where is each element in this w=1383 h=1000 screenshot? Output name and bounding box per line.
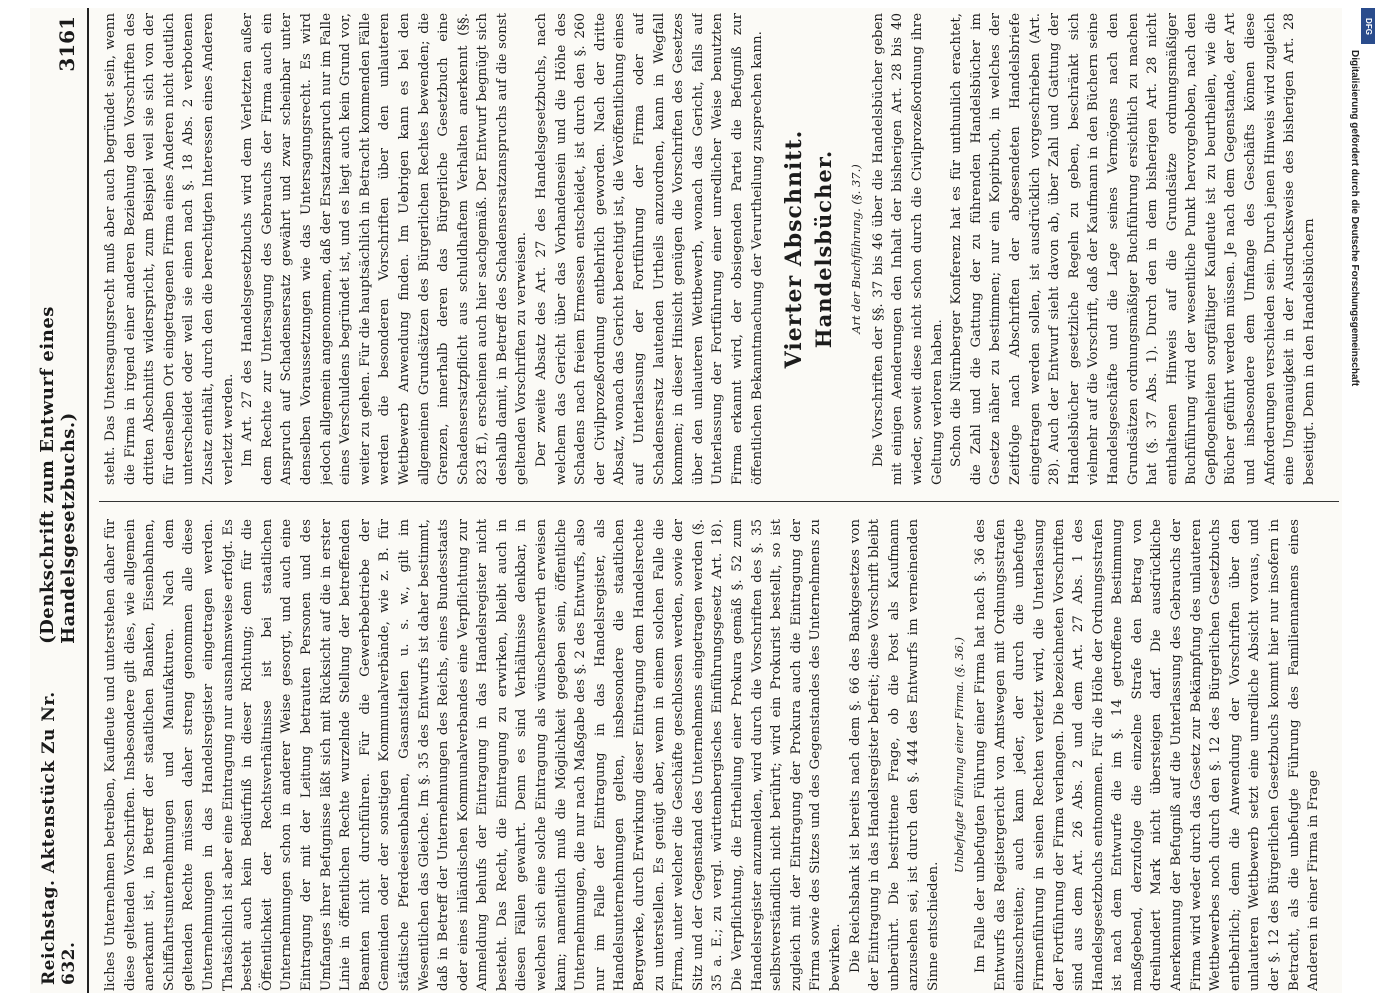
digitization-credit: Digitalisierung gefördert durch die Deutsche Forschungsgemeinschaft (1349, 50, 1360, 387)
paragraph: steht. Das Untersagungsrecht muß aber auch begründet sein, wenn die Firma in irgend einer anderen Beziehung den Vorschriften des dritten Abschnitts widerspricht, zum Beispiel weil sie sich von der für denselben Ort eingetragenen Firma eines Anderen nicht deutlich unterscheidet oder weil sie einen nach §. 18 Abs. 2 verbotenen Zusatz enthält, durch den die berechtigten Interessen eines Anderen verletzt werden. (103, 13, 236, 485)
left-column (101, 519, 1337, 991)
subheading: Unbefugte Führung einer Firma. (§. 36.) (951, 637, 966, 873)
paragraph: Schon die Nürnberger Konferenz hat es für unthunlich erachtet, die Zahl und die Gattung der zu führenden Handelsbücher im Gesetze näher zu bestimmen; nur ein Kopirbuch, in welches der Zeitfolge nach Abschriften der abgesendeten Handelsbriefe eingetragen werden sollen, ist ausdrücklich vorgeschrieben (Art. 28). Auch der Entwurf sieht davon ab, über Zahl und Gattung der Handelsbücher gesetzliche Regeln zu geben, beschränkt sich vielmehr auf die Vorschrift, daß der Kaufmann in den Büchern seine Handelsgeschäfte und die Lage seines Vermögens nach den Grundsätzen ordnungsmäßiger Buchführung ersichtlich zu machen hat (§. 37 Abs. 1). Durch den in dem bisherigen Art. 28 nicht enthaltenen Hinweis auf die Grundsätze ordnungsmäßiger Buchführung wird der wesentliche Punkt hervorgehoben, nach den Gepflogenheiten sorgfältiger Kaufleute ist zu beurtheilen, wie die Bücher geführt werden müssen. Je nach dem Gegenstande, der Art und insbesondere dem Umfange des Geschäfts können diese Anforderungen verschieden sein. Durch jenen Hinweis wird zugleich eine Ungenauigkeit in der Ausdrucksweise des bisherigen Art. 28 beseitigt. Denn in den Handelsbüchern (949, 13, 1317, 485)
running-head-left (39, 644, 79, 985)
paragraph: Die Reichsbank ist bereits nach dem §. 66 des Bankgesetzes von der Eintragung in das Handelsregister befreit; diese Vorschrift bleibt unberührt. Die bestrittene Frage, ob die Post als Kaufmann anzusehen sei, ist durch den §. 444 des Entwurfs im verneinenden Sinne entschieden. (847, 519, 941, 991)
paragraph: Im Falle der unbefugten Führung einer Firma hat nach §. 36 des Entwurfs das Registergericht von Amtswegen mit Ordnungsstrafen einzuschreiten; auch kann jeder, der durch die unbefugte Firmenführung in seinen Rechten verletzt wird, die Unterlassung der Fortführung der Firma verlangen. Die bezeichneten Vorschriften sind aus dem Art. 26 Abs. 2 und dem Art. 27 Abs. 1 des Handelsgesetzbuchs entnommen. Für die Höhe der Ordnungsstrafen ist nach dem Entwurfe die im §. 14 getroffene Bestimmung maßgebend, derzufolge die einzelne Strafe den Betrag von dreihundert Mark nicht übersteigen darf. Die ausdrückliche Anerkennung der Befugniß auf die Unterlassung des Gebrauchs der Firma wird weder durch das Gesetz zur Bekämpfung des unlauteren Wettbewerbes noch durch den §. 12 des Bürgerlichen Gesetzbuchs entbehrlich; denn die Anwendung der Vorschriften über den unlauteren Wettbewerb setzt eine unredliche Absicht voraus, und der §. 12 des Bürgerlichen Gesetzbuchs kommt hier nur insofern in Betracht, als die unbefugte Führung des Familiennamens eines Anderen in einer Firma in Frage (973, 519, 1322, 991)
subheading: Art der Buchführung. (§. 37.) (849, 164, 864, 334)
rotated-page-content (33, 8, 1345, 993)
running-head-title: Reichstag. Aktenstück Zu Nr. (39, 691, 59, 985)
running-head (33, 8, 89, 993)
document-number: 632. (59, 941, 79, 985)
section-title: Vierter Abschnitt. (781, 129, 808, 369)
section-subtitle: Handelsbücher. (811, 149, 837, 349)
paragraph: Im Art. 27 des Handelsgesetzbuchs wird dem Verletzten außer dem Rechte zur Untersagung des Gebrauchs der Firma auch ein Anspruch auf Schadensersatz gewährt und zwar scheinbar unter denselben Voraussetzungen wie das Untersagungsrecht. Es wird jedoch allgemein angenommen, daß der Ersatzanspruch nur im Falle eines Verschuldens begründet ist, und es liegt auch kein Grund vor, weiter zu gehen. Für die hauptsächlich in Betracht kommenden Fälle werden die besonderen Vorschriften über den unlauteren Wettbewerb Anwendung finden. Im Uebrigen kann es bei den allgemeinen Grundsätzen des Bürgerlichen Rechtes bewenden; die Grenzen, innerhalb deren das Bürgerliche Gesetzbuch eine Schadensersatzpflicht aus schuldhaftem Verhalten anerkennt (§§. 823 ff.), erscheinen auch hier sachgemäß. Der Entwurf begnügt sich deshalb damit, in Betreff des Schadensersatzanspruchs auf die sonst geltenden Vorschriften zu verweisen. (240, 13, 530, 485)
dfg-logo (1361, 8, 1375, 44)
dfg-logo-text: DFG (1363, 17, 1373, 35)
paragraph: Die Vorschriften der §§. 37 bis 46 über die Handelsbücher geben mit einigen Aenderungen den Inhalt der bisherigen Art. 28 bis 40 wieder, soweit diese nicht schon durch die Civilprozeßordnung ihre Geltung verloren haben. (870, 13, 945, 485)
page-number: 3161 (55, 16, 79, 72)
paragraph: liches Unternehmen betreiben, Kaufleute und unterstehen daher für diese geltenden Vorschriften. Insbesondere gilt dies, wie allgemein anerkannt ist, in Betreff der staatlichen Banken, Eisenbahnen, Schiffahrtsunternehmungen und Manufakturen. Nach dem geltenden Rechte müssen daher streng genommen alle diese Unternehmungen in das Handelsregister eingetragen werden. Thatsächlich ist aber eine Eintragung nur ausnahmsweise erfolgt. Es besteht auch kein Bedürfniß in dieser Richtung; denn für die Öffentlichkeit der Rechtsverhältnisse ist bei staatlichen Unternehmungen schon in anderer Weise gesorgt, und auch eine Eintragung der mit der Leitung betrauten Personen und des Umfanges ihrer Befugnisse läßt sich mit Rücksicht auf die in erster Linie in öffentlichen Rechte wurzelnde Stellung der betreffenden Beamten nicht durchführen. Für die Gewerbebetriebe der Gemeinden oder der sonstigen Kommunalverbände, wie z. B. für städtische Pferdeeisenbahnen, Gasanstalten u. s. w., gilt im Wesentlichen das Gleiche. Im §. 35 des Entwurfs ist daher bestimmt, daß in Betreff der Unternehmungen des Reichs, eines Bundesstaats oder eines inländischen Kommunalverbandes eine Verpflichtung zur Anmeldung behufs der Eintragung in das Handelsregister nicht besteht. Das Recht, die Eintragung zu erwirken, bleibt auch in diesen Fällen gewahrt. Denn es sind Verhältnisse denkbar, in welchen sich eine solche Eintragung als wünschenswerth erweisen kann; namentlich muß die Möglichkeit gegeben sein, öffentliche Unternehmungen, die nur nach Maßgabe des §. 2 des Entwurfs, also nur im Falle der Eintragung in das Handelsregister, als Handelsunternehmungen gelten, insbesondere die staatlichen Bergwerke, durch Erwirkung dieser Eintragung dem Handelsrechte zu unterstellen. Es genügt aber, wenn in einem solchen Falle die Firma, unter welcher die Geschäfte geschlossen werden, sowie der Sitz und der Gegenstand des Unternehmens eingetragen werden (§. 35 a. E.; zu vergl. württembergisches Einführungsgesetz Art. 18). Die Verpflichtung, die Ertheilung einer Prokura gemäß §. 52 zum Handelsregister anzumelden, wird durch die Vorschriften des §. 35 selbstverständlich nicht berührt; wird ein Prokurist bestellt, so ist zugleich mit der Eintragung der Prokura auch die Eintragung der Firma sowie des Sitzes und des Gegenstandes des Unternehmens zu bewirken. (103, 519, 843, 991)
paragraph: Der zweite Absatz des Art. 27 des Handelsgesetzbuchs, nach welchem das Gericht über das Vorhandensein und die Höhe des Schadens nach freiem Ermessen entscheidet, ist durch den §. 260 der Civilprozeßordnung entbehrlich geworden. Nach der dritte Absatz, wonach das Gericht berechtigt ist, die Veröffentlichung eines auf Unterlassung der Fortführung der Firma oder auf Schadensersatz lautenden Urtheils anzuordnen, kann in Wegfall kommen; in dieser Hinsicht genügen die Vorschriften des Gesetzes über den unlauteren Wettbewerb, wonach das Gericht, falls auf Unterlassung der Fortführung einer unredlicher Weise benutzten Firma erkannt wird, der obsiegenden Partei die Befugniß zur öffentlichen Bekanntmachung der Verurtheilung zusprechen kann. (534, 13, 765, 485)
running-head-center: (Denkschrift zum Entwurf eines Handelsgesetzbuchs.) (37, 306, 79, 644)
column-divider (99, 501, 1339, 502)
right-column (101, 13, 1337, 485)
